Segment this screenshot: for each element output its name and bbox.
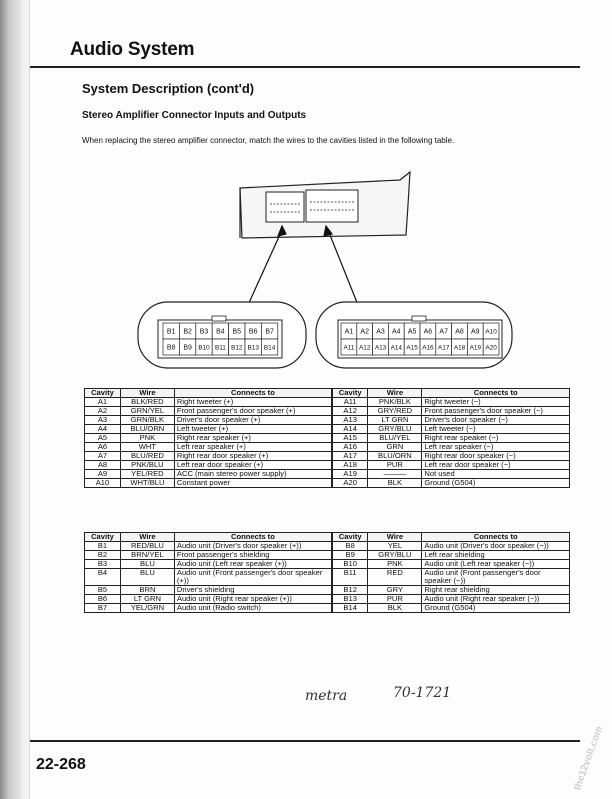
cavity-cell: B1: [85, 541, 121, 550]
pin-label: A13: [374, 344, 387, 352]
pin-label: A20: [485, 344, 497, 352]
table-row: [85, 478, 570, 487]
header-connects: Connects to: [174, 389, 332, 398]
pin-label: B14: [263, 344, 276, 352]
wire-cell: GRY: [368, 585, 422, 594]
connects-cell: Left rear door speaker (+): [174, 460, 332, 469]
connects-cell: Audio unit (Radio switch): [174, 603, 332, 612]
connects-cell: Left rear shielding: [422, 550, 570, 559]
section-title: Audio System: [70, 39, 195, 60]
cavity-cell: B6: [85, 594, 121, 603]
cavity-cell: A2: [85, 406, 121, 415]
wire-cell: BLU/ORN: [120, 424, 174, 433]
wire-cell: BLU/RED: [120, 451, 174, 460]
cavity-cell: B12: [332, 585, 368, 594]
wire-cell: YEL: [368, 541, 422, 550]
header-cavity: Cavity: [332, 533, 368, 542]
cavity-cell: A16: [332, 442, 368, 451]
cavity-cell: A15: [332, 433, 368, 442]
connects-cell: Ground (G504): [422, 603, 570, 612]
pin-label: B4: [216, 328, 225, 336]
cavity-cell: A3: [85, 415, 121, 424]
wire-cell: RED/BLU: [120, 541, 174, 550]
cavity-cell: B13: [332, 594, 368, 603]
watermark-text: the12volt.com: [572, 724, 606, 792]
header-wire: Wire: [120, 533, 174, 542]
wire-cell: BLK/RED: [120, 397, 174, 406]
pin-label: A4: [392, 328, 401, 336]
connects-cell: ACC (main stereo power supply): [174, 469, 332, 478]
cavity-cell: A19: [332, 469, 368, 478]
connects-cell: Left rear speaker (+): [174, 442, 332, 451]
cavity-cell: A12: [332, 406, 368, 415]
cavity-cell: A8: [85, 460, 121, 469]
intro-text: When replacing the stereo amplifier connector, match the wires to the cavities listed in the following table.: [82, 136, 455, 145]
wire-cell: ———: [368, 469, 422, 478]
connects-cell: Right tweeter (+): [174, 397, 332, 406]
wire-cell: WHT/BLU: [120, 478, 174, 487]
table-row: [85, 442, 570, 451]
cavity-cell: A17: [332, 451, 368, 460]
cavity-cell: A18: [332, 460, 368, 469]
connects-cell: Audio unit (Driver's door speaker (−)): [422, 541, 570, 550]
wire-cell: PUR: [368, 460, 422, 469]
header-cavity: Cavity: [85, 389, 121, 398]
handwritten-part-number: 70-1721: [393, 685, 452, 701]
table-row: [85, 568, 570, 585]
pin-label: A12: [359, 344, 371, 352]
table-row: [85, 594, 570, 603]
wire-cell: GRY/BLU: [368, 550, 422, 559]
table-connector-b: [84, 532, 570, 613]
connects-cell: Right tweeter (−): [422, 397, 570, 406]
pin-label: A16: [422, 344, 434, 352]
connects-cell: Right rear door speaker (−): [422, 451, 570, 460]
wire-cell: GRN/YEL: [120, 406, 174, 415]
cavity-cell: A10: [85, 478, 121, 487]
pin-label: A5: [407, 328, 417, 336]
pin-label: B9: [183, 344, 192, 352]
wire-cell: BLU/YEL: [368, 433, 422, 442]
pin-label: A15: [406, 344, 418, 352]
wire-cell: PNK: [120, 433, 174, 442]
connects-cell: Audio unit (Right rear speaker (−)): [422, 594, 570, 603]
cavity-cell: B10: [332, 559, 368, 568]
cavity-cell: A20: [332, 478, 368, 487]
connects-cell: Ground (G504): [422, 478, 570, 487]
pin-label: A11: [343, 344, 355, 352]
table-connector-a: [84, 388, 570, 488]
cavity-cell: A6: [85, 442, 121, 451]
cavity-cell: B4: [85, 568, 121, 585]
wire-cell: LT GRN: [368, 415, 422, 424]
pin-label: B5: [232, 328, 242, 336]
connects-cell: Audio unit (Right rear speaker (+)): [174, 594, 332, 603]
wire-cell: RED: [368, 568, 422, 585]
cavity-cell: A1: [85, 397, 121, 406]
connects-cell: Driver's door speaker (−): [422, 415, 570, 424]
header-cavity: Cavity: [85, 533, 121, 542]
connects-cell: Constant power: [174, 478, 332, 487]
table-row: [85, 460, 570, 469]
table-row: [85, 469, 570, 478]
top-rule: [30, 66, 580, 68]
connects-cell: Audio unit (Left rear speaker (+)): [174, 559, 332, 568]
pin-label: B3: [199, 328, 209, 336]
connects-cell: Right rear speaker (−): [422, 433, 570, 442]
wire-cell: BLU: [120, 559, 174, 568]
watermark: [560, 640, 606, 792]
connects-cell: Driver's door speaker (+): [174, 415, 332, 424]
wire-cell: BRN: [120, 585, 174, 594]
pin-label: B6: [248, 328, 258, 336]
connects-cell: Left rear door speaker (−): [422, 460, 570, 469]
header-wire: Wire: [368, 389, 422, 398]
cavity-cell: A13: [332, 415, 368, 424]
table-row: [85, 451, 570, 460]
wire-cell: BRN/YEL: [120, 550, 174, 559]
connects-cell: Not used: [422, 469, 570, 478]
connector-diagram: [130, 160, 520, 370]
pin-label: B13: [247, 344, 259, 352]
wire-cell: YEL/RED: [120, 469, 174, 478]
header-wire: Wire: [120, 389, 174, 398]
connects-cell: Front passenger's shielding: [174, 550, 332, 559]
header-connects: Connects to: [422, 389, 570, 398]
cavity-cell: B5: [85, 585, 121, 594]
cavity-cell: A4: [85, 424, 121, 433]
connects-cell: Audio unit (Left rear speaker (−)): [422, 559, 570, 568]
cavity-cell: A9: [85, 469, 121, 478]
wire-cell: GRN: [368, 442, 422, 451]
pin-label: B8: [166, 344, 176, 352]
connector-heading: Stereo Amplifier Connector Inputs and Outputs: [82, 110, 307, 121]
cavity-cell: B8: [332, 541, 368, 550]
connects-cell: Right rear shielding: [422, 585, 570, 594]
header-cavity: Cavity: [332, 389, 368, 398]
pin-label: B7: [265, 328, 274, 336]
wire-cell: GRN/BLK: [120, 415, 174, 424]
wire-cell: LT GRN: [120, 594, 174, 603]
cavity-cell: A14: [332, 424, 368, 433]
connects-cell: Audio unit (Front passenger's door speaker (+)): [174, 568, 332, 585]
pin-label: A3: [376, 328, 385, 336]
connects-cell: Audio unit (Driver's door speaker (+)): [174, 541, 332, 550]
pin-label: A7: [439, 328, 448, 336]
connects-cell: Driver's shielding: [174, 585, 332, 594]
header-connects: Connects to: [174, 533, 332, 542]
wire-cell: BLK: [368, 478, 422, 487]
pin-label: A19: [469, 344, 481, 352]
binding-shadow: [0, 0, 22, 799]
pin-label: A2: [360, 328, 369, 336]
connects-cell: Front passenger's door speaker (−): [422, 406, 570, 415]
wire-cell: YEL/GRN: [120, 603, 174, 612]
subtitle: System Description (cont'd): [82, 81, 255, 96]
page-number: 22-268: [36, 756, 86, 773]
table-row: [85, 424, 570, 433]
wire-cell: BLU/ORN: [368, 451, 422, 460]
wire-cell: GRY/BLU: [368, 424, 422, 433]
cavity-cell: B2: [85, 550, 121, 559]
wire-cell: WHT: [120, 442, 174, 451]
cavity-cell: B9: [332, 550, 368, 559]
pin-label: A10: [485, 328, 497, 336]
table-row: [85, 603, 570, 612]
pin-label: B12: [231, 344, 243, 352]
wire-cell: PUR: [368, 594, 422, 603]
pin-label: A9: [471, 328, 480, 336]
cavity-cell: A7: [85, 451, 121, 460]
pin-label: A8: [455, 328, 464, 336]
pin-label: B11: [214, 344, 226, 352]
pin-label: A17: [438, 344, 450, 352]
pin-label: A18: [453, 344, 466, 352]
connects-cell: Left tweeter (+): [174, 424, 332, 433]
header-connects: Connects to: [422, 533, 570, 542]
pin-label: A14: [390, 344, 402, 352]
wire-cell: PNK/BLK: [368, 397, 422, 406]
table-row: [85, 585, 570, 594]
pin-label: A1: [344, 328, 354, 336]
pin-label: B2: [183, 328, 192, 336]
connects-cell: Left tweeter (−): [422, 424, 570, 433]
connects-cell: Right rear door speaker (+): [174, 451, 332, 460]
cavity-cell: B7: [85, 603, 121, 612]
cavity-cell: B14: [332, 603, 368, 612]
wire-cell: PNK/BLU: [120, 460, 174, 469]
pin-label: A6: [423, 328, 433, 336]
connects-cell: Left rear speaker (−): [422, 442, 570, 451]
handwritten-note: metra: [305, 688, 348, 704]
connects-cell: Right rear speaker (+): [174, 433, 332, 442]
cavity-cell: B3: [85, 559, 121, 568]
pin-label: B10: [198, 344, 210, 352]
cavity-cell: A5: [85, 433, 121, 442]
table-row: [85, 433, 570, 442]
cavity-cell: B11: [332, 568, 368, 585]
wire-cell: PNK: [368, 559, 422, 568]
wire-cell: BLU: [120, 568, 174, 585]
header-wire: Wire: [368, 533, 422, 542]
cavity-cell: A11: [332, 397, 368, 406]
connects-cell: Front passenger's door speaker (+): [174, 406, 332, 415]
bottom-rule: [30, 740, 580, 742]
binding-edge: [22, 0, 30, 799]
wire-cell: BLK: [368, 603, 422, 612]
connects-cell: Audio unit (Front passenger's door speaker (−)): [422, 568, 570, 585]
wire-cell: GRY/RED: [368, 406, 422, 415]
pin-label: B1: [166, 328, 176, 336]
